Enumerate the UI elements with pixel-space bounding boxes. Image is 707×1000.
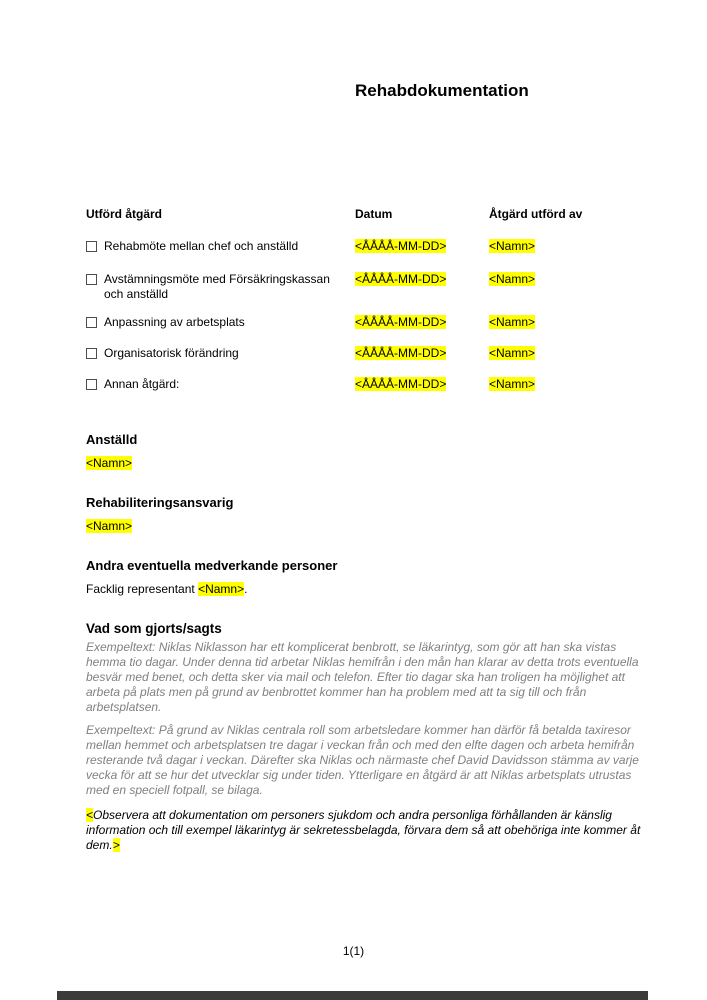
- action-label: Annan åtgärd:: [104, 377, 180, 391]
- example-paragraph-2: Exempeltext: På grund av Niklas centrala roll som arbetsledare kommer han därför få betalda taxiresor mellan hemmet och arbetsplatsen tre dagar i veckan från och med den elfte dagen och arbeta hemifrån resterande två dagar i veckan. Därefter ska Niklas och närmaste chef David Davidsson stämma av varje vecka för att se hur det utvecklar sig under tiden. Ytterligare en åtgärd är att Niklas arbetsplats utrustas med en speciell fotpall, se bilaga.: [86, 723, 639, 797]
- union-rep-name-placeholder[interactable]: <Namn>: [198, 582, 245, 596]
- confidentiality-notice: [86, 808, 648, 853]
- document-body: [86, 0, 648, 1000]
- action-label: Anpassning av arbetsplats: [104, 315, 245, 329]
- column-header-date: Datum: [355, 207, 393, 221]
- notice-close-bracket: >: [112, 837, 120, 852]
- heading-rehab-responsible: Rehabiliteringsansvarig: [86, 495, 234, 510]
- column-header-performed-by: Åtgärd utförd av: [489, 207, 583, 221]
- example-paragraph-1: Exempeltext: Niklas Niklasson har ett komplicerat benbrott, se läkarintyg, som gör att han ska vistas hemma tio dagar. Under denna tid arbetar Niklas hemifrån i den mån han klarar av detta trots eventuella besvär med benet, och detta sker via mail och telefon. Efter tio dagar ska han troligen ha möjlighet att arbeta på plats men på grund av benbrottet kommer han ha problem med att ta sig till och från arbetsplatsen.: [86, 640, 639, 714]
- heading-other-participants: Andra eventuella medverkande personer: [86, 558, 338, 573]
- union-rep-label: Facklig representant: [86, 582, 199, 596]
- name-placeholder[interactable]: <Namn>: [489, 377, 536, 391]
- notice-open-bracket: <: [86, 808, 94, 822]
- name-placeholder[interactable]: <Namn>: [489, 346, 536, 360]
- employee-name-placeholder[interactable]: <Namn>: [86, 456, 133, 470]
- date-placeholder[interactable]: <ÅÅÅÅ-MM-DD>: [355, 239, 447, 253]
- bottom-edge-bar: [57, 991, 648, 1000]
- page-title: Rehabdokumentation: [355, 81, 529, 100]
- other-participants-line: [86, 582, 247, 596]
- sentence-period: .: [244, 582, 248, 596]
- checkbox-organisatorisk[interactable]: [86, 348, 97, 359]
- name-placeholder[interactable]: <Namn>: [489, 272, 536, 286]
- action-label: Organisatorisk förändring: [104, 346, 239, 360]
- checkbox-annan-atgard[interactable]: [86, 379, 97, 390]
- checkbox-avstamningsmote[interactable]: [86, 274, 97, 285]
- date-placeholder[interactable]: <ÅÅÅÅ-MM-DD>: [355, 272, 447, 286]
- notice-text: Observera att dokumentation om personers sjukdom och andra personliga förhållanden är känslig information och till exempel läkarintyg är sekretessbelagda, förvara dem så att obehöriga inte kommer åt dem.: [86, 808, 641, 852]
- checkbox-anpassning[interactable]: [86, 317, 97, 328]
- checkbox-rehabmote[interactable]: [86, 241, 97, 252]
- date-placeholder[interactable]: <ÅÅÅÅ-MM-DD>: [355, 377, 447, 391]
- date-placeholder[interactable]: <ÅÅÅÅ-MM-DD>: [355, 315, 447, 329]
- heading-employee: Anställd: [86, 432, 138, 447]
- date-placeholder[interactable]: <ÅÅÅÅ-MM-DD>: [355, 346, 447, 360]
- name-placeholder[interactable]: <Namn>: [489, 239, 536, 253]
- name-placeholder[interactable]: <Namn>: [489, 315, 536, 329]
- page-number: 1(1): [342, 944, 365, 958]
- heading-what-was-done: Vad som gjorts/sagts: [86, 621, 222, 636]
- action-label: Rehabmöte mellan chef och anställd: [104, 239, 299, 253]
- action-label: Avstämningsmöte med Försäkringskassan och anställd: [104, 272, 330, 301]
- rehab-responsible-name-placeholder[interactable]: <Namn>: [86, 519, 133, 533]
- column-header-action: Utförd åtgärd: [86, 207, 162, 221]
